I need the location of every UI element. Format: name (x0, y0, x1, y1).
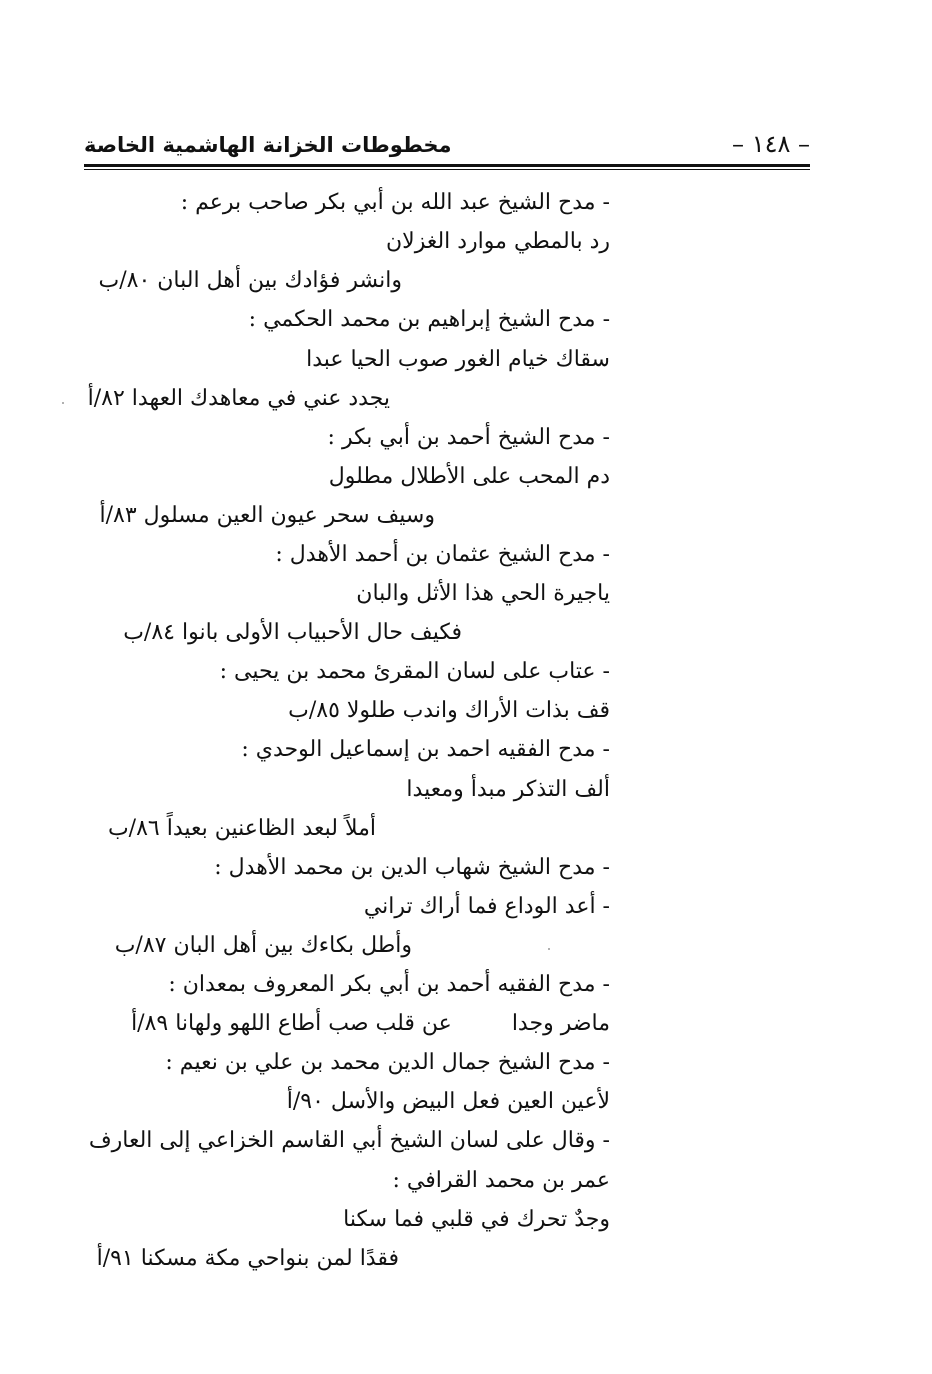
entry-heading: - مدح الشيخ جمال الدين محمد بن علي بن نعيم : (165, 1050, 610, 1075)
verse-line: وسيف سحر عيون العين مسلول ٨٣/أ (99, 503, 435, 528)
entry-heading: - أعد الوداع فما أراك تراني (363, 894, 610, 919)
verse-line: فقدًا لمن بنواحي مكة مسكنا ٩١/أ (96, 1246, 399, 1271)
verse-line: وجدٌ تحرك في قلبي فما سكنا (343, 1207, 610, 1232)
verse-line: وانشر فؤادك بين أهل البان ٨٠/ب (98, 268, 402, 293)
verse-line: رد بالمطي موارد الغزلان (386, 229, 610, 254)
verse-line: دم المحب على الأطلال مطلول (328, 464, 610, 489)
running-title: مخطوطات الخزانة الهاشمية الخاصة (84, 133, 452, 157)
entry-heading: - مدح الفقيه احمد بن إسماعيل الوحدي : (241, 737, 610, 762)
entry-heading: - مدح الشيخ إبراهيم بن محمد الحكمي : (248, 307, 610, 332)
verse-line: قف بذات الأراك واندب طلولا ٨٥/ب (288, 698, 610, 723)
verse-line (131, 1004, 610, 1044)
page-number: – ١٤٨ – (732, 130, 810, 158)
verse-line: أملاً لبعد الظاعنين بعيداً ٨٦/ب (107, 816, 376, 841)
entry-heading: - مدح الشيخ عثمان بن أحمد الأهدل : (275, 542, 610, 567)
entry-heading: - مدح الشيخ أحمد بن أبي بكر : (327, 425, 610, 450)
verse-line: وأطل بكاءك بين أهل البان ٨٧/ب (114, 933, 412, 958)
verse-line: يجدد عني في معاهدك العهدا ٨٢/أ (87, 386, 390, 411)
paper-speck (62, 402, 64, 404)
verse-line: سقاك خيام الغور صوب الحيا عبدا (306, 347, 610, 372)
entry-heading: - مدح الشيخ شهاب الدين بن محمد الأهدل : (214, 855, 610, 880)
paper-speck (548, 948, 550, 950)
verse-hemistich-first: ماضر وجدا (511, 1011, 610, 1036)
header-rule-thick (84, 164, 810, 167)
entry-heading-continuation: عمر بن محمد القرافي : (392, 1168, 610, 1193)
page-header (84, 126, 810, 162)
entry-heading: - مدح الفقيه أحمد بن أبي بكر المعروف بمعدان : (168, 972, 610, 997)
entry-heading: - عتاب على لسان المقرئ محمد بن يحيى : (219, 659, 610, 684)
verse-line: ألف التذكر مبدأ ومعيدا (406, 777, 610, 802)
verse-line: فكيف حال الأحبياب الأولى بانوا ٨٤/ب (123, 620, 462, 645)
verse-line: ياجيرة الحي هذا الأثل والبان (356, 581, 610, 606)
verse-line: لأعين العين فعل البيض والأسل ٩٠/أ (286, 1089, 610, 1114)
header-rule-thin (84, 169, 810, 170)
entry-heading: - وقال على لسان الشيخ أبي القاسم الخزاعي إلى العارف (88, 1128, 610, 1153)
entry-heading: - مدح الشيخ عبد الله بن أبي بكر صاحب برعم : (180, 190, 610, 215)
verse-hemistich-second: عن قلب صب أطاع اللهو ولهانا ٨٩/أ (131, 1011, 452, 1036)
